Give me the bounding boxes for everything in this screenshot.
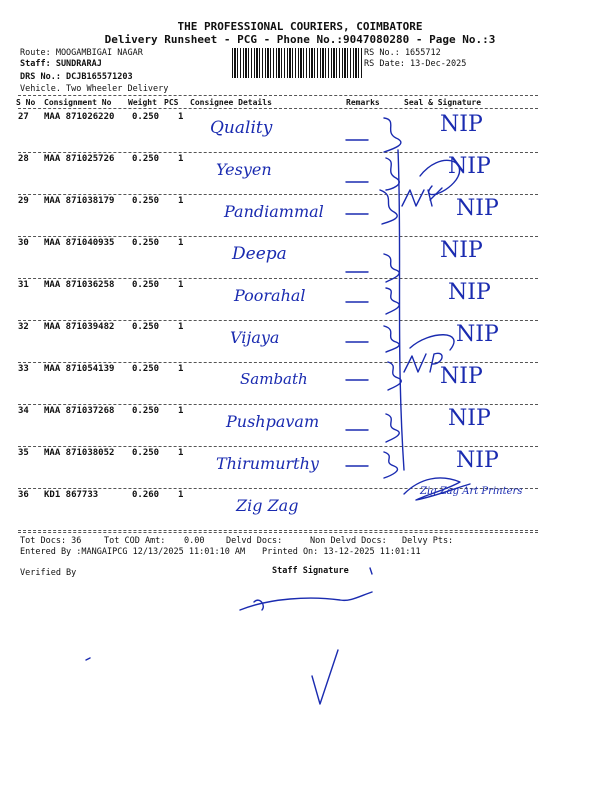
seal-signature: NIP [440, 112, 483, 137]
company-title: THE PROFESSIONAL COURIERS, COIMBATORE [177, 20, 423, 33]
seal-signature: NIP [440, 364, 483, 389]
staff-label: Staff: SUNDRARAJ [20, 59, 102, 69]
drs-label: DRS No.: DCJB165571203 [20, 72, 133, 82]
row-consignment: MAA 871038179 [44, 196, 115, 206]
row-weight: 0.250 [132, 322, 160, 332]
row-weight: 0.250 [132, 280, 160, 290]
footer-rule [18, 532, 538, 533]
col-pcs: PCS [164, 98, 179, 107]
row-consignment: MAA 871025726 [44, 154, 115, 164]
row-separator [18, 530, 538, 531]
row-weight: 0.250 [132, 196, 160, 206]
row-sno: 30 [18, 238, 29, 248]
delvd-docs: Delvd Docs: [226, 536, 283, 546]
row-pcs: 1 [178, 280, 184, 290]
consignee-handwriting: Deepa [232, 244, 287, 264]
row-sno: 28 [18, 154, 29, 164]
row-separator [18, 194, 538, 195]
consignee-handwriting: Quality [210, 118, 273, 138]
row-consignment: KD1 867733 [44, 490, 99, 500]
row-consignment: MAA 871038052 [44, 448, 115, 458]
row-separator [18, 152, 538, 153]
col-consignment: Consignment No [44, 98, 112, 107]
row-consignment: MAA 871054139 [44, 364, 115, 374]
row-consignment: MAA 871040935 [44, 238, 115, 248]
row-sno: 36 [18, 490, 29, 500]
row-pcs: 1 [178, 238, 184, 248]
row-pcs: 1 [178, 322, 184, 332]
row-pcs: 1 [178, 406, 184, 416]
row-separator [18, 404, 538, 405]
row-pcs: 1 [178, 196, 184, 206]
header-top-rule [18, 95, 538, 96]
vehicle-label: Vehicle. Two Wheeler Delivery [20, 84, 169, 94]
col-sno: S No [16, 98, 36, 107]
col-seal: Seal & Signature [404, 98, 482, 107]
route-label: Route: MOOGAMBIGAI NAGAR [20, 48, 143, 58]
row-pcs: 1 [178, 364, 184, 374]
row-weight: 0.250 [132, 112, 160, 122]
consignee-handwriting: Pushpavam [226, 412, 320, 431]
row-sno: 34 [18, 406, 29, 416]
row-pcs: 1 [178, 448, 184, 458]
row-consignment: MAA 871037268 [44, 406, 115, 416]
row-weight: 0.250 [132, 364, 160, 374]
non-delvd-docs: Non Delvd Docs: [310, 536, 387, 546]
col-weight: Weight [128, 98, 157, 107]
seal-signature: NIP [456, 448, 499, 473]
row-weight: 0.250 [132, 406, 160, 416]
consignee-handwriting: Thirumurthy [216, 454, 319, 473]
staff-signature-ink [240, 592, 372, 610]
tot-cod-amt: 0.00 [184, 536, 205, 546]
printed-on: Printed On: 13-12-2025 11:01:11 [262, 547, 421, 557]
runsheet-title: Delivery Runsheet - PCG - Phone No.:9047080280 - Page No.:3 [104, 33, 496, 46]
row-weight: 0.250 [132, 238, 160, 248]
consignee-handwriting: Pandiammal [224, 202, 324, 221]
row-sno: 35 [18, 448, 29, 458]
pen-dot [86, 658, 90, 660]
row-sno: 27 [18, 112, 29, 122]
small-mark [370, 568, 372, 574]
row-separator [18, 362, 538, 363]
row-consignment: MAA 871026220 [44, 112, 115, 122]
seal-signature: Zig Zag Art Printers [420, 486, 523, 497]
seal-signature: NIP [448, 280, 491, 305]
row-consignment: MAA 871039482 [44, 322, 115, 332]
row-separator [18, 320, 538, 321]
row-weight: 0.250 [132, 448, 160, 458]
row-weight: 0.250 [132, 154, 160, 164]
row-consignment: MAA 871036258 [44, 280, 115, 290]
seal-signature: NIP [440, 238, 483, 263]
row-separator [18, 446, 538, 447]
row-separator [18, 278, 538, 279]
header-bottom-rule [18, 108, 538, 109]
seal-signature: NIP [456, 322, 499, 347]
tot-docs: Tot Docs: 36 [20, 536, 82, 546]
barcode [232, 48, 362, 78]
row-separator [18, 236, 538, 237]
seal-signature: NIP [448, 154, 491, 179]
entered-by: Entered By :MANGAIPCG 12/13/2025 11:01:10 AM [20, 547, 246, 557]
seal-signature: NIP [448, 406, 491, 431]
row-sno: 33 [18, 364, 29, 374]
consignee-handwriting: Vijaya [230, 328, 280, 347]
rs-no: RS No.: 1655712 [364, 48, 441, 58]
row-pcs: 1 [178, 490, 184, 500]
consignee-handwriting: Yesyen [216, 160, 272, 179]
row-pcs: 1 [178, 112, 184, 122]
staff-signature-label: Staff Signature [272, 566, 349, 576]
row-weight: 0.260 [132, 490, 160, 500]
verified-by: Verified By [20, 568, 77, 578]
seal-signature: NIP [456, 196, 499, 221]
delvy-pts: Delvy Pts: [402, 536, 454, 546]
col-consignee: Consignee Details [190, 98, 272, 107]
tick-mark [312, 650, 338, 704]
row-sno: 31 [18, 280, 29, 290]
row-pcs: 1 [178, 154, 184, 164]
row-sno: 32 [18, 322, 29, 332]
consignee-handwriting: Zig Zag [236, 496, 299, 515]
consignee-handwriting: Sambath [240, 370, 308, 388]
rs-date: RS Date: 13-Dec-2025 [364, 59, 467, 69]
row-sno: 29 [18, 196, 29, 206]
consignee-handwriting: Poorahal [234, 286, 306, 305]
col-remarks: Remarks [346, 98, 380, 107]
tot-cod-label: Tot COD Amt: [104, 536, 166, 546]
